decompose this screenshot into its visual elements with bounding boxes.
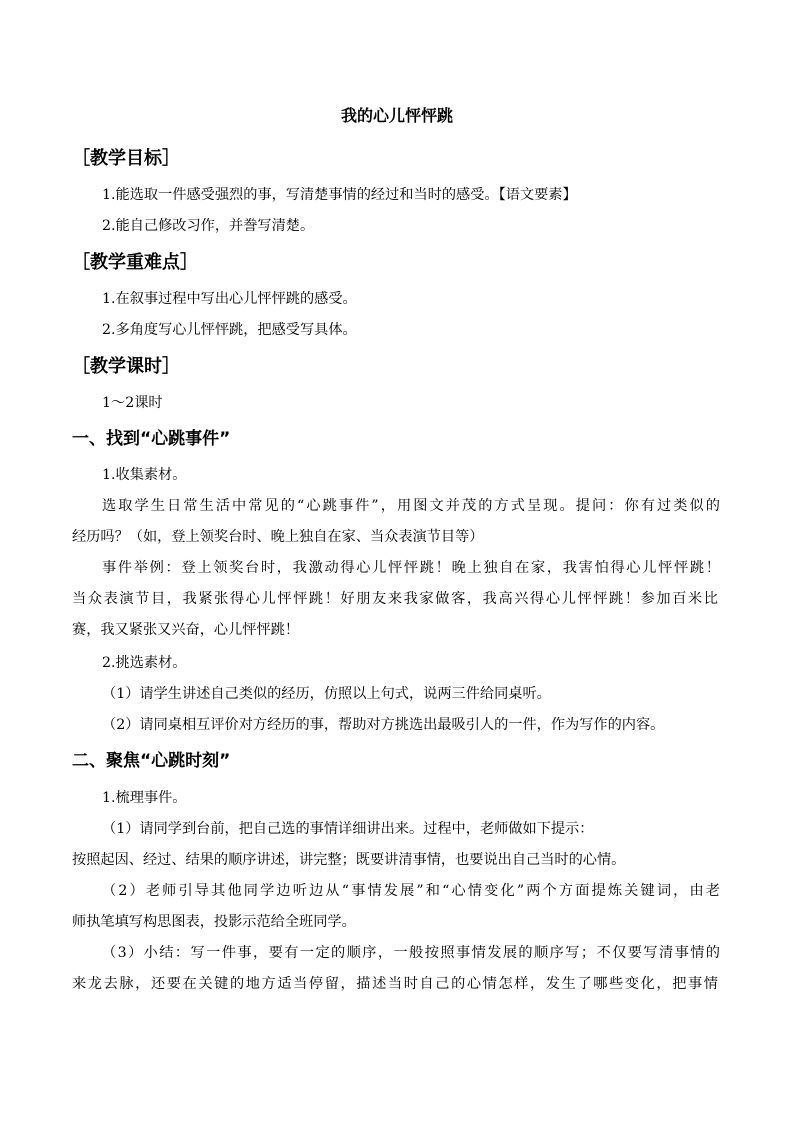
part1-line-5: 当众表演节目，我紧张得心儿怦怦跳！好朋友来我家做客，我高兴得心儿怦怦跳！参加百米比 [72,591,718,607]
part1-line-9: （2）请同桌相互评价对方经历的事，帮助对方挑选出最吸引人的一件，作为写作的内容。 [102,717,665,733]
part2-line-3: 按照起因、经过、结果的顺序讲述，讲完整；既要讲清事情，也要说出自己当时的心情。 [72,852,626,868]
key-points-heading: ［教学重难点］ [72,252,198,273]
document-title: 我的心儿怦怦跳 [340,106,453,125]
part1-line-8: （1）请学生讲述自己类似的经历，仿照以上句式，说两三件给同桌听。 [102,686,551,702]
part2-line-5: 师执笔填写构思图表，投影示范给全班同学。 [72,914,356,930]
key-points-item-1: 1.在叙事过程中写出心儿怦怦跳的感受。 [102,291,357,307]
part2-line-4: （2）老师引导其他同学边听边从“事情发展”和“心情变化”两个方面提炼关键词，由老 [102,883,720,899]
part2-line-1: 1.梳理事件。 [102,790,187,806]
part2-heading: 二、聚焦“心跳时刻” [72,751,231,771]
part2-line-6: （3）小结：写一件事，要有一定的顺序，一般按照事情发展的顺序写；不仅要写清事情的 [102,945,720,961]
part1-line-2: 选取学生日常生活中常见的“心跳事件”，用图文并茂的方式呈现。提问：你有过类似的 [102,498,720,514]
part2-line-7: 来龙去脉，还要在关键的地方适当停留，描述当时自己的心情怎样，发生了哪些变化，把事情 [72,976,718,992]
part1-line-3: 经历吗？（如，登上领奖台时、晚上独自在家、当众表演节目等） [72,529,484,545]
goals-heading: ［教学目标］ [72,148,180,169]
key-points-item-2: 2.多角度写心儿怦怦跳，把感受写具体。 [102,322,357,338]
hours-text: 1～2课时 [102,395,163,411]
goals-item-1: 1.能选取一件感受强烈的事，写清楚事情的经过和当时的感受。【语文要素】 [102,187,577,203]
part1-line-6: 赛，我又紧张又兴奋，心儿怦怦跳！ [72,622,300,638]
part2-line-2: （1）请同学到台前，把自己选的事情详细讲出来。过程中，老师做如下提示： [102,821,594,837]
part1-line-4: 事件举例：登上领奖台时，我激动得心儿怦怦跳！晚上独自在家，我害怕得心儿怦怦跳！ [102,560,720,576]
part1-heading: 一、找到“心跳事件” [72,429,231,449]
hours-heading: ［教学课时］ [72,356,180,377]
goals-item-2: 2.能自己修改习作，并誊写清楚。 [102,218,315,234]
part1-line-1: 1.收集素材。 [102,467,187,483]
part1-line-7: 2.挑选素材。 [102,655,187,671]
